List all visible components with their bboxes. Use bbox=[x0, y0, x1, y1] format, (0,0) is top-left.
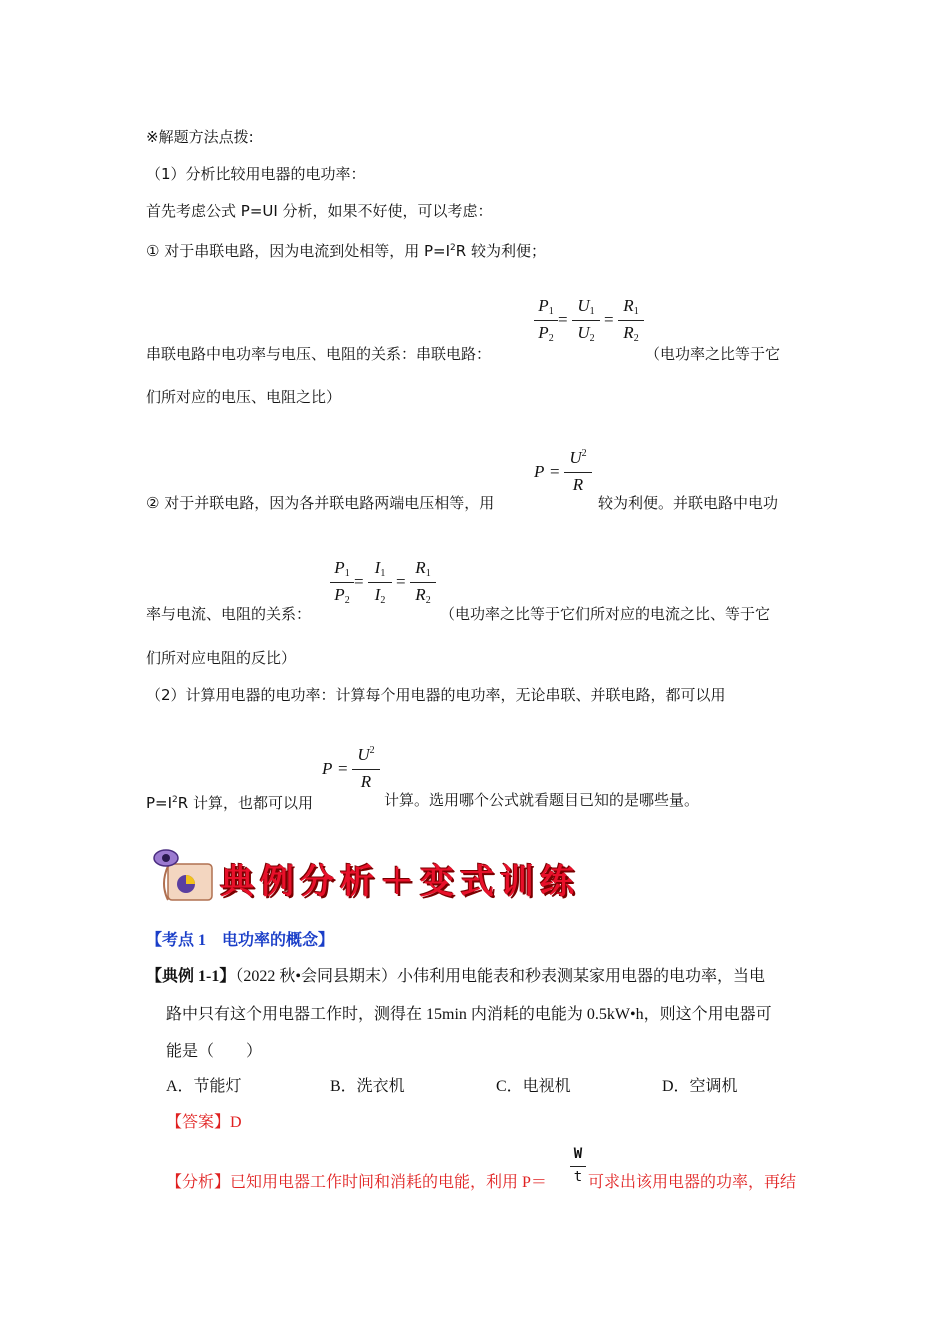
parallel-relation-label: 率与电流、电阻的关系： bbox=[146, 605, 312, 623]
example-text2: 路中只有这个用电器工作时，测得在 15min 内消耗的电能为 0.5kW•h，则这个用电器可 bbox=[166, 1006, 772, 1023]
frac-u1-u2: $U_1$ $U_2$ bbox=[572, 296, 600, 347]
item1-line1: 首先考虑公式 P=UI 分析，如果不好使，可以考虑： bbox=[146, 202, 493, 220]
answer bbox=[166, 1112, 242, 1134]
option-d[interactable]: D．空调机 bbox=[662, 1078, 738, 1095]
item2-title: （2）计算用电器的电功率：计算每个用电器的电功率，无论串联、并联电路，都可以用 bbox=[146, 686, 726, 704]
banner-title: 典例分析＋变式训练 bbox=[220, 862, 580, 902]
example-text1: 小伟利用电能表和秒表测某家用电器的电功率，当电 bbox=[396, 968, 765, 985]
frac-r1-r2: $R_1$ $R_2$ bbox=[618, 296, 644, 347]
item1-series-pre: ① 对于串联电路，因为电流到处相等，用 P=I bbox=[146, 242, 451, 260]
series-relation-note2: 们所对应的电压、电阻之比） bbox=[146, 388, 342, 406]
analysis-line bbox=[166, 1172, 547, 1194]
answer-value: D bbox=[230, 1114, 242, 1131]
section-banner bbox=[150, 846, 580, 904]
option-a[interactable]: A．节能灯 bbox=[166, 1078, 242, 1095]
parallel-relation-note: （电功率之比等于它们所对应的电流之比、等于它 bbox=[440, 605, 771, 623]
eq-sign: = bbox=[558, 310, 568, 329]
item1-series-sup: 2 bbox=[450, 243, 456, 253]
power-u2-r-formula-2: P = $U^2$ R bbox=[322, 745, 386, 797]
series-relation-note: （电功率之比等于它 bbox=[645, 345, 781, 363]
power-u2-r-formula: P = $U^2$ R bbox=[534, 448, 598, 500]
analysis-label: 【分析】 bbox=[166, 1174, 231, 1191]
eq-sign: = bbox=[604, 310, 614, 329]
parallel-relation-note2: 们所对应电阻的反比） bbox=[146, 649, 297, 667]
answer-label: 【答案】 bbox=[166, 1114, 231, 1131]
item2-line: $P=I^2R$ 计算，也都可以用 bbox=[146, 794, 313, 812]
example-label: 【典例 1-1】 bbox=[146, 968, 236, 985]
analysis-fraction: W t bbox=[570, 1146, 586, 1187]
example-source: （2022 秋•会同县期末） bbox=[235, 968, 397, 985]
item1-series bbox=[146, 238, 546, 261]
section-title: 【考点 1 电功率的概念】 bbox=[146, 932, 335, 949]
reading-eye-icon bbox=[150, 846, 220, 904]
example-line1 bbox=[146, 966, 765, 988]
series-ratio-formula bbox=[530, 296, 650, 348]
parallel-pre: ② 对于并联电路，因为各并联电路两端电压相等，用 bbox=[146, 494, 495, 512]
example-text3: 能是（ ） bbox=[166, 1043, 263, 1060]
item1-title: （1）分析比较用电器的电功率： bbox=[146, 165, 366, 183]
parallel-ratio-formula: $P_1$ $P_2$ = $I_1$ $I_2$ = $R_1$ $R_2$ bbox=[326, 558, 446, 610]
parallel-post: 较为利便。并联电路中电功 bbox=[598, 494, 779, 512]
item1-series-post: R 较为利便； bbox=[455, 242, 546, 260]
series-relation-label: 串联电路中电功率与电压、电阻的关系：串联电路： bbox=[146, 345, 492, 363]
option-c[interactable]: C．电视机 bbox=[496, 1078, 571, 1095]
option-b[interactable]: B．洗衣机 bbox=[330, 1078, 405, 1095]
frac-p1-p2: $P_1$ $P_2$ bbox=[534, 296, 558, 347]
tips-heading: ※解题方法点拨: bbox=[146, 128, 254, 146]
item2-line-post: 计算。选用哪个公式就看题目已知的是哪些量。 bbox=[384, 791, 700, 809]
analysis-text-post: 可求出该用电器的功率，再结 bbox=[588, 1174, 797, 1191]
analysis-text-pre: 已知用电器工作时间和消耗的电能，利用 P＝ bbox=[230, 1174, 547, 1191]
